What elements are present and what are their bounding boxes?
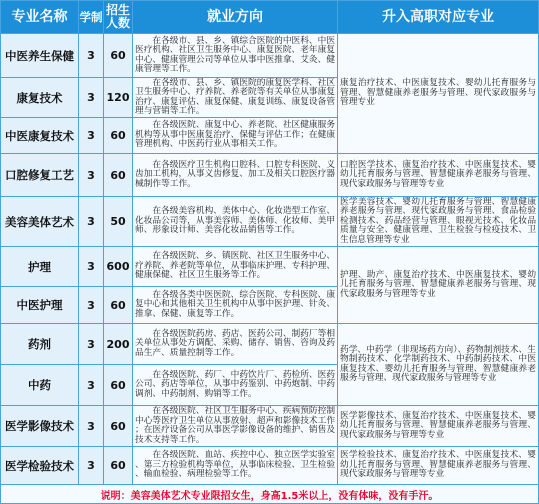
- employment-text: 在各级医院、乡、镇医院、社区卫生服务中心、疗养院、养老院等单位，从事临床护理、专科护理、健康保健、社区卫生服务等工作。: [135, 251, 335, 281]
- header-major-name-label: 专业名称: [11, 8, 68, 25]
- duration-cell: [79, 34, 103, 77]
- duration-cell: [79, 197, 103, 246]
- employment-cell: [133, 78, 337, 117]
- duration-cell: [79, 287, 103, 323]
- header-employment: [133, 1, 337, 33]
- duration-value: 3: [87, 419, 95, 433]
- duration-value: 3: [87, 260, 95, 273]
- enrollment-value: 60: [110, 49, 126, 62]
- employment-text: 在各级医院药房、药店、医药公司、制药厂等相关单位从事处方调配、采购、储存、销售、咨询及药品生产、质量控制等工作。: [135, 328, 335, 358]
- enrollment-value: 120: [106, 91, 130, 104]
- enrollment-cell: [104, 365, 132, 405]
- employment-text: 在各级美容机构、美体中心、化妆造型工作室、化妆品公司等，从事美容师、美体师、化妆师、美甲师、形象设计师、美容化妆品销售等工作。: [135, 206, 335, 236]
- duration-cell: [79, 447, 103, 484]
- header-employment-label: 就业方向: [207, 8, 263, 25]
- major-name: 药剂: [28, 337, 51, 351]
- header-years: [79, 1, 103, 33]
- enrollment-value: 60: [110, 129, 126, 142]
- further-study-text: 药学、中药学（非现场药方向）、药物制剂技术、生物制药技术、化学制药技术、中药制药技术、中医康复技术、婴幼儿托育服务与管理、智慧健康养老服务与管理、现代家政服务与管理等专业: [340, 344, 536, 383]
- enrollment-cell: [104, 324, 132, 364]
- major-name: 医学检验技术: [5, 458, 74, 473]
- duration-value: 3: [87, 298, 95, 312]
- employment-cell: [133, 247, 337, 286]
- enrollment-cell: [104, 154, 132, 196]
- employment-cell: [133, 365, 337, 405]
- employment-text: 在各级市、县、乡、镇综合医院的中医科、中医医疗机构、社区卫生服务中心、康复医院、老年康复中心、健康管理公司等单位从事中医推拿、艾灸、健康管理等工作。: [135, 35, 335, 74]
- duration-cell: [79, 324, 103, 364]
- enrollment-value: 50: [110, 215, 126, 228]
- enrollment-value: 60: [110, 419, 126, 433]
- duration-cell: [79, 78, 103, 117]
- further-study-cell: [338, 247, 538, 323]
- header-further-study: [338, 1, 538, 33]
- major-name-cell: [1, 447, 78, 484]
- further-study-text: 护理、助产、康复治疗技术、中医康复技术、婴幼儿托育服务与管理、智慧健康养老服务与管理、现代家政服务与管理等专业: [340, 269, 536, 299]
- duration-value: 3: [87, 49, 95, 62]
- enrollment-value: 600: [106, 260, 130, 273]
- header-major-name: [1, 1, 78, 33]
- duration-value: 3: [87, 91, 95, 104]
- further-study-cell: [338, 324, 538, 405]
- enrollment-value: 60: [110, 459, 126, 472]
- employment-cell: [133, 197, 337, 246]
- major-name: 医学影像技术: [5, 419, 74, 433]
- header-enrollment: [104, 1, 132, 33]
- enrollment-value: 60: [110, 298, 126, 312]
- major-name-cell: [1, 365, 78, 405]
- employment-text: 在各级各类中医医院、综合医院、专科医院、康复中心和其他相关卫生机构中从事中医护理、针灸、推拿、保健、康复等工作。: [135, 289, 335, 319]
- major-name: 中医康复技术: [5, 128, 74, 143]
- enrollment-cell: [104, 197, 132, 246]
- further-study-cell: [338, 447, 538, 484]
- major-name: 美容美体艺术: [5, 214, 74, 229]
- enrollment-cell: [104, 118, 132, 153]
- employment-text: 在各级医院、社区卫生服务中心、疾病预防控制中心等医疗卫生单位从事放射、超声和影像技术工作；在医疗设备公司从事医学影像设备的维护、销售及技术支持等工作。: [135, 406, 335, 445]
- major-name-cell: [1, 78, 78, 117]
- header-enrollment-label: 招生人数: [106, 3, 131, 30]
- employment-text: 在各级医疗卫生机构口腔科、口腔专科医院、义齿加工机构，从事义齿修复、加工及相关口腔医疗器械制作等工作。: [135, 159, 335, 189]
- enrollment-cell: [104, 78, 132, 117]
- footnote-text: 说明：美容美体艺术专业限招女生，身高1.5米以上，没有体味，没有手汗。: [100, 490, 439, 502]
- major-name-cell: [1, 154, 78, 196]
- further-study-text: 口腔医学技术、康复治疗技术、中医康复技术、婴幼儿托育服务与管理、智慧健康养老服务与管理、现代家政服务与管理等专业: [340, 159, 536, 189]
- duration-cell: [79, 365, 103, 405]
- employment-cell: [133, 118, 337, 153]
- employment-cell: [133, 324, 337, 364]
- employment-cell: [133, 287, 337, 323]
- enrollment-cell: [104, 247, 132, 286]
- major-name-cell: [1, 406, 78, 446]
- employment-cell: [133, 447, 337, 484]
- major-name: 中药: [28, 378, 51, 392]
- major-name-cell: [1, 118, 78, 153]
- major-name: 护理: [28, 259, 51, 274]
- further-study-text: 医学影像技术、康复治疗技术、中医康复技术、婴幼儿托育服务与管理、智慧健康养老服务与管理、现代家政服务与管理等专业: [340, 410, 536, 440]
- major-name-cell: [1, 34, 78, 77]
- duration-cell: [79, 406, 103, 446]
- enrollment-value: 60: [110, 168, 126, 182]
- major-name: 口腔修复工艺: [5, 168, 74, 182]
- further-study-text: 康复治疗技术、中医康复技术、婴幼儿托育服务与管理、智慧健康养老服务与管理、现代家政服务与管理专业: [340, 78, 536, 108]
- duration-value: 3: [87, 378, 95, 392]
- employment-cell: [133, 406, 337, 446]
- duration-cell: [79, 154, 103, 196]
- further-study-text: 医学检验技术、康复治疗技术、中医康复技术、婴幼儿托育服务与管理、智慧健康养老服务与管理、现代家政服务与管理等专业: [340, 450, 536, 480]
- enrollment-cell: [104, 406, 132, 446]
- enrollment-cell: [104, 287, 132, 323]
- employment-text: 在各级医院、药厂、中药饮片厂、药检所、医药公司、药店等单位，从事中药鉴别、中药炮制、中药调剂、中药制剂、购销等工作。: [135, 369, 335, 399]
- major-name-cell: [1, 247, 78, 286]
- major-name-cell: [1, 324, 78, 364]
- further-study-cell: [338, 34, 538, 153]
- duration-value: 3: [87, 129, 95, 142]
- duration-value: 3: [87, 337, 95, 351]
- major-name-cell: [1, 197, 78, 246]
- header-years-label: 学制: [79, 9, 103, 24]
- employment-text: 在各级市、县、乡、镇医院的康复医学科、社区卫生服务中心、疗养院、养老院等有关单位从事康复治疗、康复评估、康复保健、康复训练、康复设备管理与营销等工作。: [135, 78, 335, 116]
- major-name-cell: [1, 287, 78, 323]
- further-study-cell: [338, 406, 538, 446]
- employment-cell: [133, 154, 337, 196]
- major-name: 中医护理: [16, 298, 63, 312]
- footnote: [1, 485, 538, 503]
- employment-text: 在各级医院、康复中心、养老院、社区健康服务机构等从事中医康复治疗、保健与评估工作；在健康管理机构、中医药行业从事相关工作。: [135, 120, 335, 150]
- employment-cell: [133, 34, 337, 77]
- duration-value: 3: [87, 215, 95, 228]
- further-study-text: 医学美容技术、婴幼儿托育服务与管理、智慧健康养老服务与管理、现代家政服务与管理、食品检验检测技术、药品经营与管理、眼视光技术、化妆品质量与安全、健康管理、卫生检验与检疫技术、卫生信息管理等专业: [340, 197, 536, 245]
- duration-cell: [79, 247, 103, 286]
- major-name: 康复技术: [16, 90, 63, 105]
- major-name: 中医养生保健: [5, 48, 74, 63]
- enrollment-value: 60: [110, 378, 126, 392]
- employment-text: 在各级医院、血站、疾控中心、独立医学实验室、第三方检验机构等单位，从事临床检验、卫生检验、输血检验、病理检验等工作。: [135, 450, 335, 480]
- duration-cell: [79, 118, 103, 153]
- further-study-cell: [338, 154, 538, 196]
- enrollment-cell: [104, 34, 132, 77]
- header-further-study-label: 升入高职对应专业: [382, 8, 494, 25]
- duration-value: 3: [87, 168, 95, 182]
- further-study-cell: [338, 197, 538, 246]
- enrollment-cell: [104, 447, 132, 484]
- duration-value: 3: [87, 459, 95, 472]
- enrollment-value: 200: [106, 337, 130, 351]
